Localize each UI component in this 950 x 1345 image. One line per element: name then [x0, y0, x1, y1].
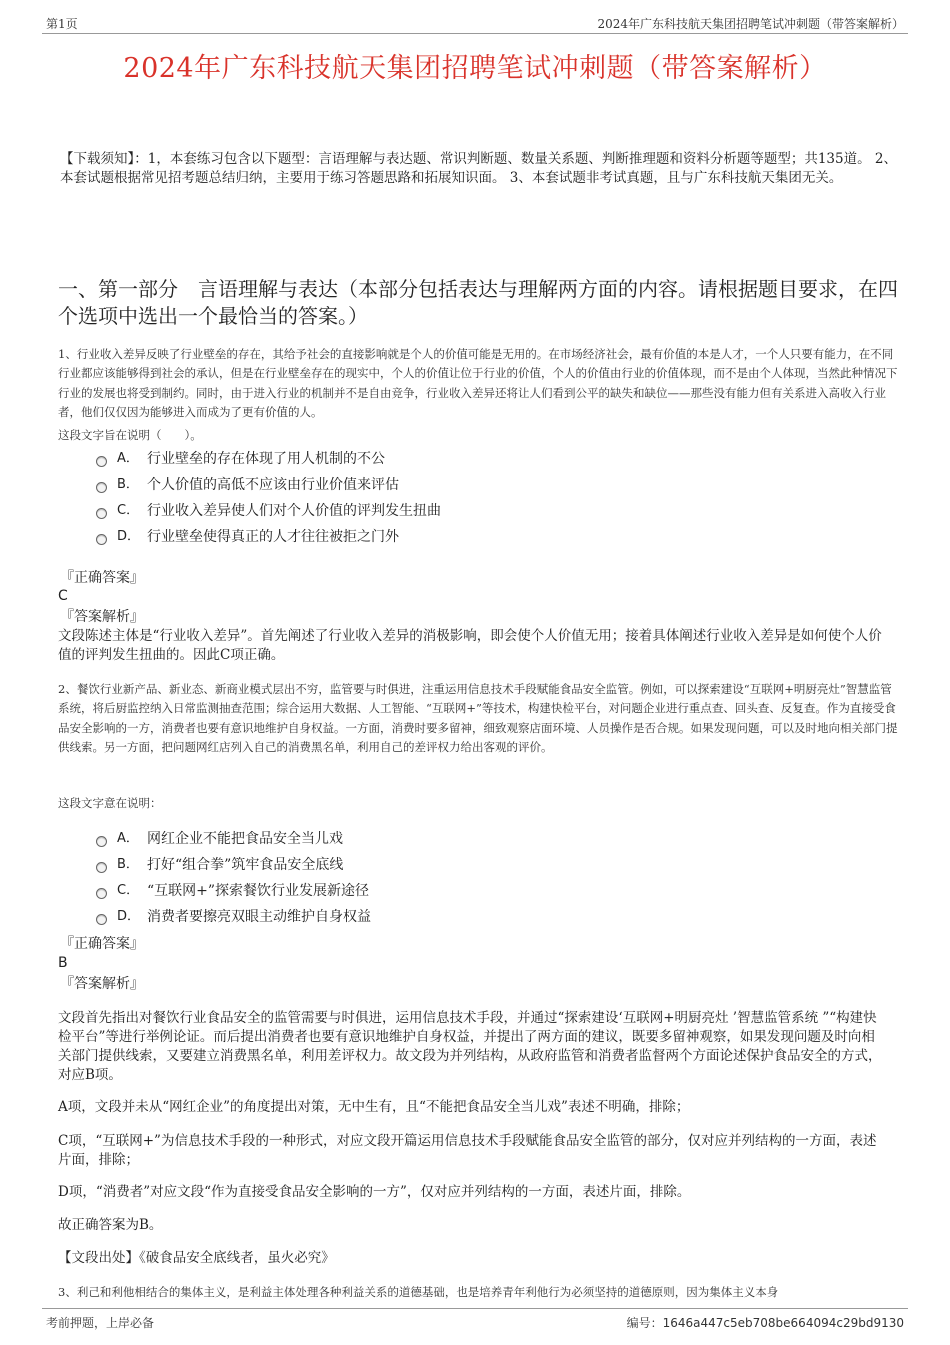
radio-icon[interactable] — [96, 836, 107, 847]
download-notice: 【下载须知】：1，本套练习包含以下题型：言语理解与表达题、常识判断题、数量关系题、判断推理题和资料分析题等题型；共135道。 2、本套试题根据常见招考题总结归纳，主要用于练习答题思路和拓展知识面。 3、本套试题非考试真题，且与广东科技航天集团无关。 — [60, 151, 897, 186]
option-c[interactable]: C． 行业收入差异使人们对个人价值的评判发生扭曲 — [96, 498, 876, 524]
option-a[interactable]: A． 行业壁垒的存在体现了用人机制的不公 — [96, 446, 876, 472]
question-1-stem: 这段文字旨在说明（ ）。 — [58, 428, 202, 442]
analysis-paragraph: C项，“互联网+”为信息技术手段的一种形式，对应文段开篇运用信息技术手段赋能食品安全监管的部分，仅对应并列结构的一方面，表述片面，排除； — [58, 1133, 877, 1168]
option-c[interactable]: C． “互联网+”探索餐饮行业发展新途径 — [96, 878, 876, 904]
correct-answer: C — [58, 588, 68, 604]
header-doc-title: 2024年广东科技航天集团招聘笔试冲刺题（带答案解析） — [597, 17, 904, 31]
answer-label: 『正确答案』 — [60, 570, 144, 586]
radio-icon[interactable] — [96, 508, 107, 519]
question-3-text: 3、利己和利他相结合的集体主义，是利益主体处理各种利益关系的道德基础，也是培养青年利他行为必须坚持的道德原则，因为集体主义本身 — [58, 1285, 779, 1299]
analysis-paragraph: 文段首先指出对餐饮行业食品安全的监管需要与时俱进，运用信息技术手段，并通过“探索建设‘互联网+明厨亮灶 ’智慧监管系统 ”“构建快检平台”等进行举例论证。而后提出消费者也要有意识地维护自身权益，并提出了两方面的建议，既要多留神观察，如果发现问题及时向相关部门提供线索，又要建立消费黑名单，利用差评权力。故文段为并列结构，从政府监管和消费者监督两个方面论述保护食品安全的方式，对应B项。 — [58, 1010, 882, 1083]
source-note: 【文段出处】《破食品安全底线者，虽火必究》 — [58, 1250, 335, 1266]
question-1-options — [96, 446, 876, 550]
analysis-paragraph: D项，“消费者”对应文段“作为直接受食品安全影响的一方”，仅对应并列结构的一方面，表述片面，排除。 — [58, 1184, 691, 1200]
analysis-paragraph: 故正确答案为B。 — [58, 1217, 163, 1233]
radio-icon[interactable] — [96, 914, 107, 925]
radio-icon[interactable] — [96, 456, 107, 467]
correct-answer: B — [58, 955, 68, 971]
option-b[interactable]: B． 个人价值的高低不应该由行业价值来评估 — [96, 472, 876, 498]
analysis-paragraph: A项，文段并未从“网红企业”的角度提出对策，无中生有，且“不能把食品安全当儿戏”表述不明确，排除； — [58, 1099, 690, 1115]
section-heading: 一、第一部分 言语理解与表达（本部分包括表达与理解两方面的内容。请根据题目要求，在四个选项中选出一个最恰当的答案。） — [58, 277, 898, 328]
question-2-stem: 这段文字意在说明： — [58, 796, 162, 810]
page-number: 第1页 — [46, 17, 78, 31]
footer-divider — [42, 1308, 908, 1309]
answer-analysis: 文段陈述主体是“行业收入差异”。首先阐述了行业收入差异的消极影响，即会使个人价值无用；接着具体阐述行业收入差异是如何使个人价值的评判发生扭曲的。因此C项正确。 — [58, 628, 882, 663]
radio-icon[interactable] — [96, 888, 107, 899]
footer-serial: 编号：1646a447c5eb708be664094c29bd9130 — [626, 1316, 904, 1330]
header-divider — [42, 33, 908, 34]
footer-slogan: 考前押题，上岸必备 — [46, 1316, 155, 1330]
analysis-label: 『答案解析』 — [60, 609, 144, 625]
radio-icon[interactable] — [96, 482, 107, 493]
answer-label: 『正确答案』 — [60, 936, 144, 952]
option-d[interactable]: D． 行业壁垒使得真正的人才往往被拒之门外 — [96, 524, 876, 550]
question-2-text: 2、餐饮行业新产品、新业态、新商业模式层出不穷，监管要与时俱进，注重运用信息技术手段赋能食品安全监管。例如，可以探索建设“互联网+明厨亮灶”智慧监管系统，将后厨监控纳入日常监测抽查范围；综合运用大数据、人工智能、“互联网+”等技术，构建快检平台，对问题企业进行重点查、回头查、反复查。作为直接受食品安全影响的一方，消费者也要有意识地维护自身权益。一方面，消费时要多留神，细致观察店面环境、人员操作是否合规。如果发现问题，可以及时地向相关部门提供线索。另一方面，把问题网红店列入自己的消费黑名单，利用自己的差评权力给出客观的评价。 — [58, 682, 898, 755]
page-title: 2024年广东科技航天集团招聘笔试冲刺题（带答案解析） — [123, 53, 827, 84]
question-2-options — [96, 826, 876, 930]
analysis-label: 『答案解析』 — [60, 976, 144, 992]
option-b[interactable]: B． 打好“组合拳”筑牢食品安全底线 — [96, 852, 876, 878]
radio-icon[interactable] — [96, 862, 107, 873]
question-1-text: 1、行业收入差异反映了行业壁垒的存在，其给予社会的直接影响就是个人的价值可能是无用的。在市场经济社会，最有价值的本是人才，一个人只要有能力，在不同行业都应该能够得到社会的承认，但是在行业壁垒存在的现实中，个人的价值让位于行业的价值，个人的价值由行业的价值体现，而不是由个人体现，当然此种情况下行业的发展也将受到制约。同时，由于进入行业的机制并不是自由竞争，行业收入差异还将让人们看到公平的缺失和缺位——那些没有能力但有关系进入高收入行业者，他们仅仅因为能够进入而成为了更有价值的人。 — [58, 347, 898, 420]
option-d[interactable]: D． 消费者要擦亮双眼主动维护自身权益 — [96, 904, 876, 930]
option-a[interactable]: A． 网红企业不能把食品安全当儿戏 — [96, 826, 876, 852]
radio-icon[interactable] — [96, 534, 107, 545]
